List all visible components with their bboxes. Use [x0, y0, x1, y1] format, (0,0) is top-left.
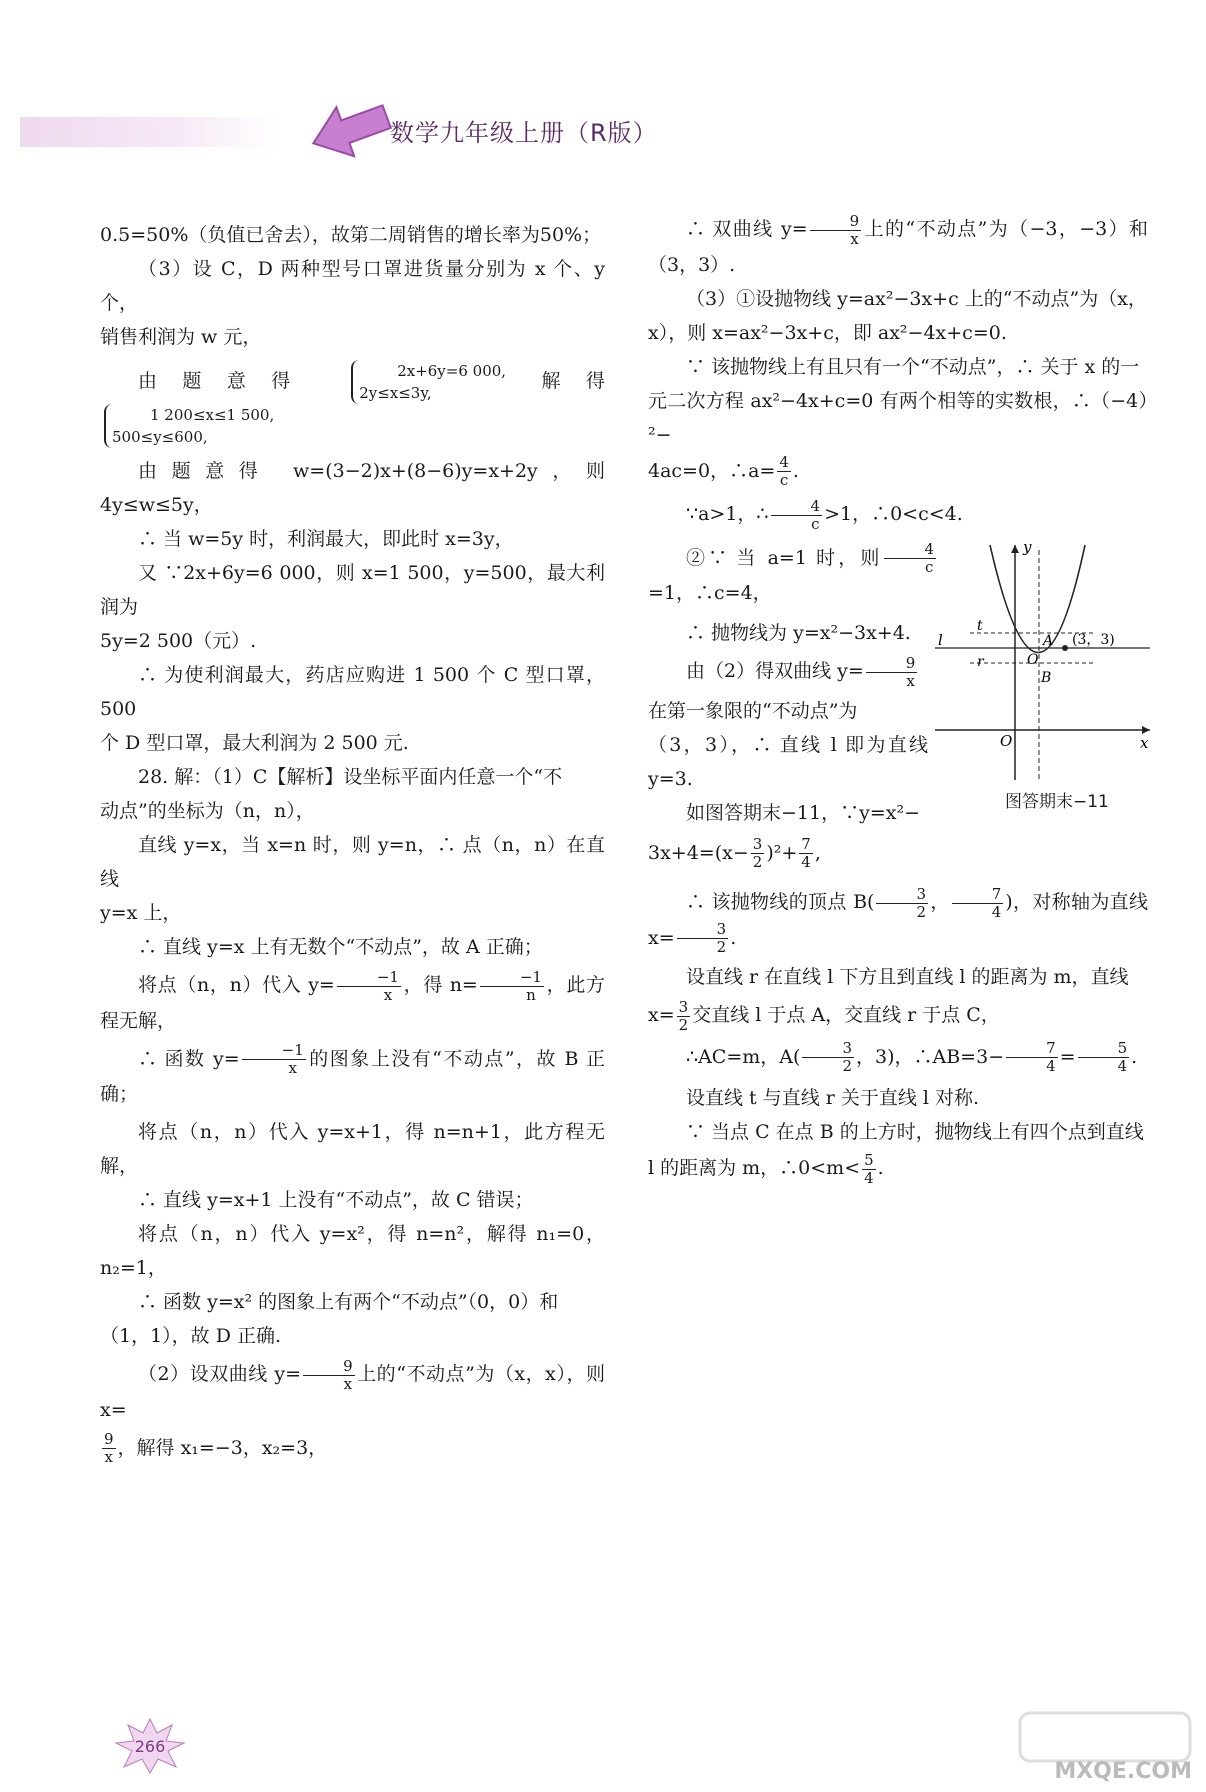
- text-line: 5y=2 500（元）.: [100, 630, 257, 652]
- text-line: 动点”的坐标为（n，n），: [100, 800, 315, 822]
- origin-label: O: [1000, 732, 1013, 750]
- text-line: 由题意得 w=(3−2)x+(8−6)y=x+2y，则 4y≤w≤5y，: [100, 460, 605, 516]
- fraction: $\frac{3}{2}$: [752, 835, 763, 871]
- text-line: （3）①设抛物线 y=ax²−3x+c 上的“不动点”为（x，: [686, 287, 1147, 310]
- point-3-3: [1062, 645, 1068, 651]
- fraction: $\frac{7}{4}$: [952, 886, 1004, 921]
- text-line: x），则 x=ax²−3x+c，即 ax²−4x+c=0.: [648, 321, 1007, 344]
- book-title: 数学九年级上册（R版）: [390, 119, 658, 147]
- text-fragment: 解得: [541, 370, 605, 392]
- y-label: y: [1023, 540, 1032, 556]
- text-line: （2）设双曲线 y= $\frac{9}{x}$ 上的“不动点”为（x，x），则 x=: [100, 1356, 605, 1421]
- text-line: ∴ 直线 y=x 上有无数个“不动点”，故 A 正确；: [138, 936, 543, 958]
- text-line: $\frac{9}{x}$ ，解得 x₁=−3，x₂=3，: [104, 1430, 328, 1466]
- fraction: $\frac{5}{4}$: [864, 1150, 874, 1187]
- text-line: 个 D 型口罩，最大利润为 2 500 元.: [100, 732, 409, 754]
- text-line: 设直线 r 在直线 l 下方且到直线 l 的距离为 m，直线: [686, 966, 1129, 988]
- text-line: 在第一象限的“不动点”为: [648, 699, 858, 722]
- text-line: ∴ 双曲线 y= $\frac{9}{x}$ 上的“不动点”为（−3，−3）和（3，3）.: [648, 211, 1149, 276]
- equation-system-line: [100, 360, 605, 448]
- text-line: （1，1），故 D 正确.: [100, 1325, 282, 1347]
- fraction: $\frac{9}{x}$: [866, 655, 918, 690]
- fraction: $\frac{4}{c}$: [884, 541, 936, 576]
- page-header: [0, 95, 1206, 165]
- fraction: $\frac{7}{4}$: [1006, 1040, 1058, 1075]
- l-label: l: [938, 631, 943, 649]
- text-line: ∴ 该抛物线的顶点 B( $\frac{3}{2}$ ， $\frac{7}{4}$ )，对称轴为直线 x= $\frac{3}{2}$ .: [648, 884, 1148, 956]
- text-line: y=x 上，: [100, 902, 182, 924]
- x-label: x: [1140, 734, 1149, 752]
- equation-brace: 2x+6y=6 000, 2y≤x≤3y,: [351, 360, 506, 404]
- fraction: $\frac{-1}{x}$: [242, 1042, 306, 1077]
- text-line: 3x+4=(x− $\frac{3}{2}$ )²+ $\frac{7}{4}$ ,: [648, 835, 821, 871]
- text-line: 元二次方程 ax²−4x+c=0 有两个相等的实数根，∴（−4）²−: [648, 389, 1148, 446]
- fraction: $\frac{9}{x}$: [810, 213, 862, 248]
- fraction: $\frac{3}{2}$: [678, 997, 689, 1034]
- text-line: 4ac=0，∴a= $\frac{4}{c}$ .: [648, 453, 799, 489]
- left-column: [100, 218, 605, 1470]
- text-line: 0.5=50%（负值已舍去），故第二周销售的增长率为50%；: [100, 224, 602, 246]
- text-line: 将点（n，n）代入 y=x+1，得 n=n+1，此方程无解，: [100, 1121, 605, 1177]
- fraction: $\frac{4}{c}$: [779, 453, 789, 489]
- text-line: （3，3），∴ 直线 l 即为直线 y=3.: [648, 733, 928, 790]
- fraction: $\frac{9}{x}$: [303, 1358, 355, 1393]
- x-axis-arrow-icon: [1142, 726, 1150, 734]
- fraction: $\frac{4}{c}$: [771, 498, 823, 533]
- page-number-badge: [110, 1715, 190, 1775]
- text-line: 设直线 t 与直线 r 关于直线 l 对称.: [686, 1087, 980, 1109]
- text-line: ∵ 该抛物线上有且只有一个“不动点”，∴ 关于 x 的一: [686, 355, 1140, 378]
- fraction: $\frac{-1}{x}$: [337, 969, 401, 1004]
- o-label: O: [1027, 652, 1039, 668]
- r-label: r: [977, 654, 984, 670]
- text-line: ∴ 为使利润最大，药店应购进 1 500 个 C 型口罩，500: [100, 664, 605, 720]
- text-line: l 的距离为 m，∴0<m< $\frac{5}{4}$ .: [648, 1150, 884, 1187]
- text-line: ∴ 函数 y=x² 的图象上有两个“不动点”（0，0）和: [138, 1291, 559, 1313]
- text-line: 如图答期末−11，∵y=x²−: [686, 801, 921, 824]
- parabola-figure: [935, 540, 1155, 780]
- text-line: 又 ∵2x+6y=6 000，则 x=1 500，y=500，最大利润为: [100, 562, 605, 618]
- text-line: ∵ 当点 C 在点 B 的上方时，抛物线上有四个点到直线: [686, 1121, 1144, 1143]
- fraction: $\frac{9}{x}$: [104, 1430, 114, 1466]
- y-axis-arrow-icon: [1011, 545, 1019, 553]
- fraction: $\frac{3}{2}$: [677, 921, 729, 956]
- t-label: t: [977, 618, 983, 634]
- fraction: $\frac{3}{2}$: [802, 1040, 854, 1075]
- text-line: 直线 y=x，当 x=n 时，则 y=n，∴ 点（n，n）在直线: [100, 834, 605, 890]
- text-line: 28. 解：（1）C【解析】设坐标平面内任意一个“不: [138, 766, 563, 788]
- fraction: $\frac{5}{4}$: [1078, 1040, 1130, 1075]
- figure-caption: 图答期末−11: [1005, 792, 1109, 812]
- watermark-text: MXQE.COM: [1054, 1759, 1192, 1784]
- text-line: （3）设 C，D 两种型号口罩进货量分别为 x 个、y 个，: [100, 258, 605, 314]
- watermark-logo: [1010, 1708, 1200, 1788]
- text-line: ∵a>1，∴ $\frac{4}{c}$ >1，∴0<c<4.: [686, 496, 963, 533]
- fraction: $\frac{3}{2}$: [876, 886, 928, 921]
- text-line: ∴ 函数 y= $\frac{-1}{x}$ 的图象上没有“不动点”，故 B 正确；: [100, 1041, 605, 1105]
- a-label: A: [1043, 633, 1054, 649]
- text-line: 由（2）得双曲线 y= $\frac{9}{x}$: [686, 653, 916, 690]
- parabola-curve: [990, 545, 1085, 653]
- arrow-icon: [305, 100, 395, 160]
- text-line: ∴AC=m，A( $\frac{3}{2}$ ，3)，∴AB=3− $\frac{7}{4}$ = $\frac{5}{4}$ .: [686, 1039, 1138, 1075]
- text-line: ∴ 直线 y=x+1 上没有“不动点”，故 C 错误；: [138, 1189, 534, 1211]
- text-fragment: 由题意得: [138, 370, 316, 392]
- page-number: 266: [134, 1737, 166, 1756]
- solution-brace: 1 200≤x≤1 500, 500≤y≤600,: [104, 404, 274, 448]
- text-line: ∴ 抛物线为 y=x²−3x+4.: [686, 622, 911, 644]
- fraction: $\frac{7}{4}$: [801, 835, 811, 871]
- text-line: 将点（n，n）代入 y=x²，得 n=n²，解得 n₁=0，n₂=1，: [100, 1223, 605, 1279]
- header-decorative-bar: [20, 117, 280, 147]
- text-line: ∴ 当 w=5y 时，利润最大，即此时 x=3y，: [138, 528, 514, 550]
- fraction: $\frac{-1}{n}$: [480, 969, 544, 1004]
- text-line: ②∵ 当 a=1 时，则 $\frac{4}{c}$ =1，∴c=4，: [648, 540, 934, 604]
- text-line: 销售利润为 w 元，: [100, 326, 262, 348]
- text-line: x= $\frac{3}{2}$ 交直线 l 于点 A，交直线 r 于点 C，: [648, 997, 1000, 1034]
- text-line: 将点（n，n）代入 y= $\frac{-1}{x}$ ，得 n= $\frac{-1}{n}$ ，此方程无解，: [100, 967, 605, 1032]
- b-label: B: [1041, 670, 1052, 686]
- point-label: (3，3): [1072, 632, 1115, 648]
